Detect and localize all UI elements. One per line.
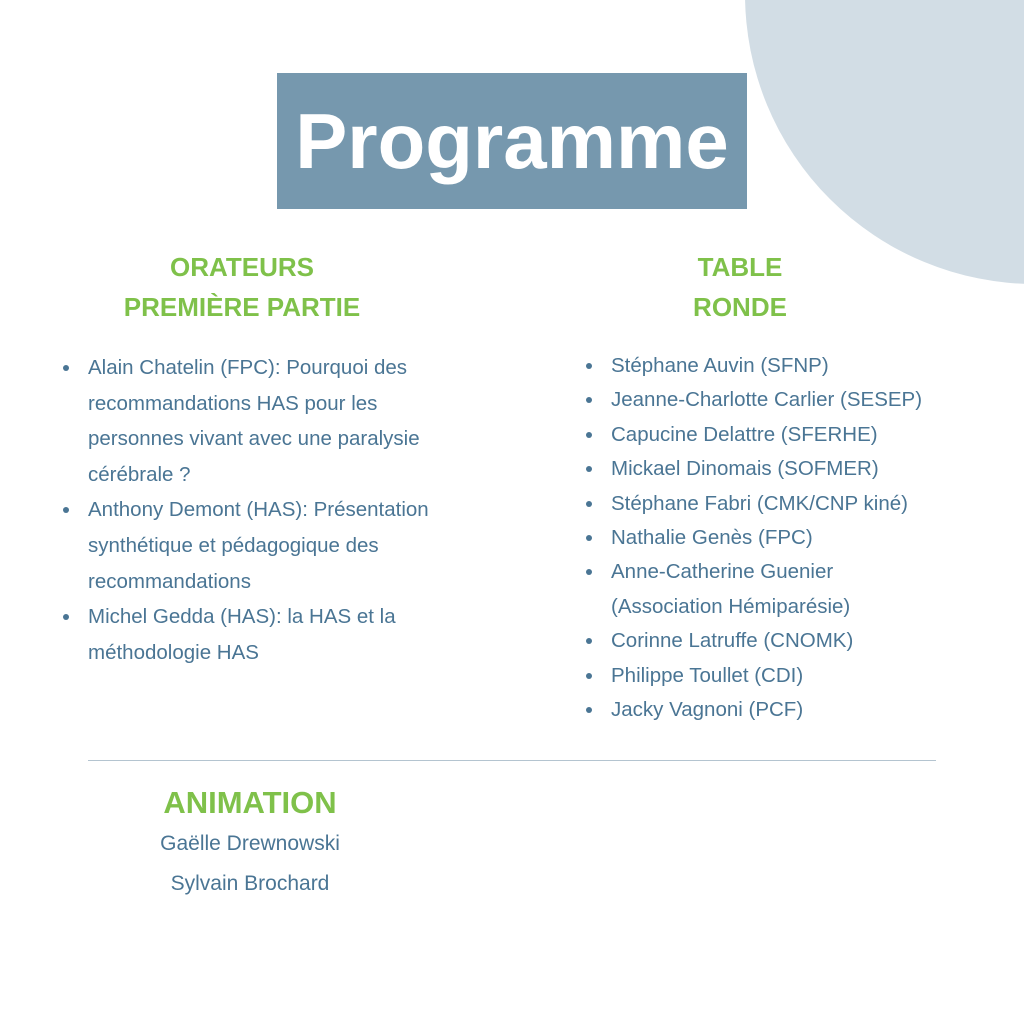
table-ronde-heading-line2: RONDE xyxy=(693,292,787,322)
orateurs-heading-line2: PREMIÈRE PARTIE xyxy=(123,292,361,322)
list-item-line: personnes vivant avec une paralysie xyxy=(88,427,420,451)
list-item-line: Philippe Toullet (CDI) xyxy=(611,663,804,687)
list-item xyxy=(585,487,1015,521)
list-item-line: Stéphane Auvin (SFNP) xyxy=(611,354,829,377)
list-item xyxy=(62,492,522,599)
list-item-line: Jeanne-Charlotte Carlier (SESEP) xyxy=(611,388,923,412)
list-item xyxy=(585,349,1015,383)
title-banner xyxy=(277,73,747,209)
list-item-line: recommandations xyxy=(88,569,251,593)
list-item-line: Anne-Catherine Guenier xyxy=(611,560,834,584)
list-item xyxy=(585,693,1015,727)
orateurs-list xyxy=(62,350,522,670)
page-title: Programme xyxy=(295,96,729,185)
list-item-line: (Association Hémiparésie) xyxy=(611,594,851,618)
list-item xyxy=(585,452,1015,486)
animator-name: Gaëlle Drewnowski xyxy=(160,832,340,855)
list-item-line: synthétique et pédagogique des xyxy=(88,533,379,557)
table-ronde-heading xyxy=(580,247,900,327)
list-item-line: Michel Gedda (HAS): la HAS et la xyxy=(88,605,396,629)
list-item xyxy=(585,521,1015,555)
list-item xyxy=(585,555,1015,624)
list-item-line: Nathalie Genès (FPC) xyxy=(611,526,813,550)
table-ronde-heading-line1: TABLE xyxy=(697,252,783,282)
list-item xyxy=(585,659,1015,693)
list-item xyxy=(585,418,1015,452)
list-item xyxy=(585,383,1015,417)
list-item-line: Anthony Demont (HAS): Présentation xyxy=(88,498,429,522)
animation-heading: ANIMATION xyxy=(163,785,337,820)
list-item xyxy=(62,599,522,670)
list-item-line: Jacky Vagnoni (PCF) xyxy=(611,698,804,722)
list-item-line: Capucine Delattre (SFERHE) xyxy=(611,422,878,446)
section-divider xyxy=(88,760,936,761)
animation-names xyxy=(100,824,400,904)
list-item-line: méthodologie HAS xyxy=(88,640,259,664)
list-item xyxy=(62,350,522,492)
list-item-line: Alain Chatelin (FPC): Pourquoi des xyxy=(88,356,408,379)
list-item-line: cérébrale ? xyxy=(88,462,191,486)
orateurs-heading-line1: ORATEURS xyxy=(170,252,314,282)
decorative-corner-circle xyxy=(745,0,1024,284)
list-item-line: Mickael Dinomais (SOFMER) xyxy=(611,457,879,481)
list-item xyxy=(585,624,1015,658)
animator-name: Sylvain Brochard xyxy=(170,872,330,895)
orateurs-heading xyxy=(82,247,402,327)
list-item-line: Corinne Latruffe (CNOMK) xyxy=(611,629,854,653)
list-item-line: Stéphane Fabri (CMK/CNP kiné) xyxy=(611,491,908,515)
list-item-line: recommandations HAS pour les xyxy=(88,391,378,415)
table-ronde-list xyxy=(585,349,1015,727)
